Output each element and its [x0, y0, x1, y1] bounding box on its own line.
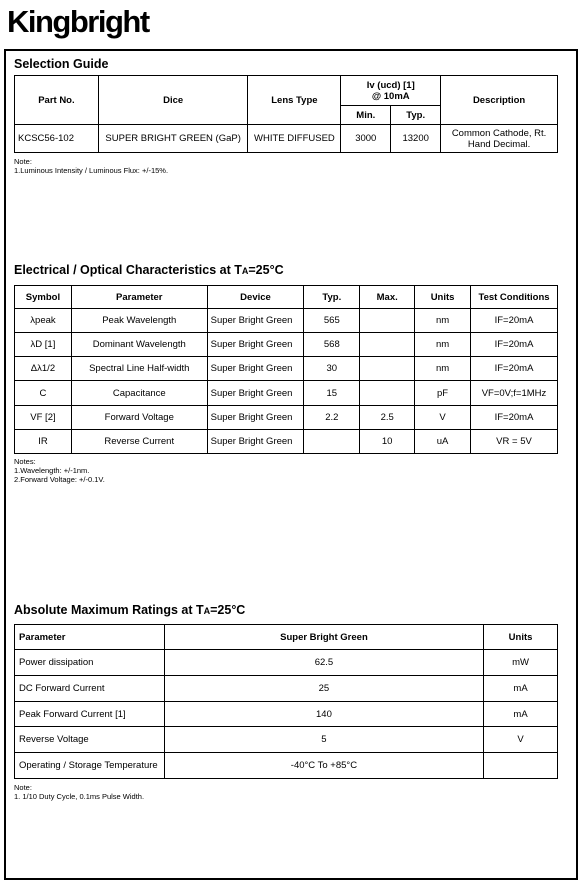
table-row: [15, 381, 558, 406]
header-parameter: Parameter: [71, 286, 207, 309]
header-super-bright-green: Super Bright Green: [164, 625, 483, 650]
cell-parameter: Power dissipation: [15, 650, 165, 676]
table-row: [15, 753, 558, 779]
note-line: 1.Luminous Intensity / Luminous Flux: +/-15%.: [14, 166, 169, 175]
header-parameter: Parameter: [15, 625, 165, 650]
selection-notes: [14, 157, 168, 175]
absolute-max-title-subscript: A: [203, 606, 211, 616]
cell-device: Super Bright Green: [207, 430, 304, 454]
cell-typ: 15: [304, 381, 360, 406]
table-row: [15, 333, 558, 357]
absolute-max-title-text: Absolute Maximum Ratings at T: [14, 603, 204, 617]
cell-symbol: C: [15, 381, 72, 406]
cell-parameter: Reverse Voltage: [15, 727, 165, 753]
cell-units: mA: [484, 676, 558, 702]
note-line: 1. 1/10 Duty Cycle, 0.1ms Pulse Width.: [14, 792, 145, 801]
cell-description-line1: Common Cathode, Rt.: [451, 127, 547, 139]
table-row: [15, 702, 558, 727]
table-row: [15, 406, 558, 430]
cell-value: 5: [164, 727, 483, 753]
header-dice: Dice: [98, 76, 248, 125]
table-row: [15, 357, 558, 381]
cell-max: 10: [360, 430, 415, 454]
cell-parameter: Peak Wavelength: [71, 309, 207, 333]
cell-device: Super Bright Green: [207, 333, 304, 357]
cell-device: Super Bright Green: [207, 357, 304, 381]
cell-units: mW: [484, 650, 558, 676]
cell-units: nm: [415, 309, 471, 333]
cell-max: [360, 357, 415, 381]
cell-max: [360, 309, 415, 333]
cell-part-no: KCSC56-102: [15, 125, 99, 153]
electrical-table: [14, 285, 558, 454]
cell-device: Super Bright Green: [207, 406, 304, 430]
header-iv-line2: @ 10mA: [371, 90, 410, 102]
header-description: Description: [441, 76, 558, 125]
cell-units: V: [484, 727, 558, 753]
header-part-no: Part No.: [15, 76, 99, 125]
cell-parameter: DC Forward Current: [15, 676, 165, 702]
note-line: Note:: [14, 157, 32, 166]
cell-symbol: Δλ1/2: [15, 357, 72, 381]
cell-symbol: λD [1]: [15, 333, 72, 357]
note-line: Notes:: [14, 457, 36, 466]
cell-test-conditions: IF=20mA: [471, 406, 558, 430]
cell-description: [441, 125, 558, 153]
cell-parameter: Peak Forward Current [1]: [15, 702, 165, 727]
cell-max: 2.5: [360, 406, 415, 430]
cell-typ: 30: [304, 357, 360, 381]
electrical-title-subscript: A: [241, 266, 249, 276]
cell-parameter: Dominant Wavelength: [71, 333, 207, 357]
cell-parameter: Forward Voltage: [71, 406, 207, 430]
cell-iv-min: 3000: [341, 125, 391, 153]
cell-test-conditions: IF=20mA: [471, 309, 558, 333]
cell-parameter: Reverse Current: [71, 430, 207, 454]
cell-test-conditions: IF=20mA: [471, 333, 558, 357]
selection-guide-table: [14, 75, 558, 153]
cell-test-conditions: VF=0V;f=1MHz: [471, 381, 558, 406]
table-row: [15, 650, 558, 676]
header-iv-line1: Iv (ucd) [1]: [366, 79, 415, 91]
absolute-max-table: [14, 624, 558, 779]
cell-units: pF: [415, 381, 471, 406]
cell-units: nm: [415, 357, 471, 381]
electrical-notes: [14, 457, 105, 484]
cell-value: 25: [164, 676, 483, 702]
header-device: Device: [207, 286, 304, 309]
cell-value: -40°C To +85°C: [164, 753, 483, 779]
header-min: Min.: [341, 106, 391, 125]
cell-dice: SUPER BRIGHT GREEN (GaP): [98, 125, 248, 153]
cell-units: [484, 753, 558, 779]
cell-max: [360, 333, 415, 357]
cell-lens-type: WHITE DIFFUSED: [248, 125, 341, 153]
header-iv: [341, 76, 441, 106]
cell-test-conditions: VR = 5V: [471, 430, 558, 454]
cell-parameter: Capacitance: [71, 381, 207, 406]
cell-parameter: Operating / Storage Temperature: [15, 753, 165, 779]
header-max: Max.: [360, 286, 415, 309]
cell-units: uA: [415, 430, 471, 454]
absolute-max-notes: [14, 783, 144, 801]
cell-units: nm: [415, 333, 471, 357]
cell-typ: 565: [304, 309, 360, 333]
cell-max: [360, 381, 415, 406]
note-line: 1.Wavelength: +/-1nm.: [14, 466, 90, 475]
cell-typ: 568: [304, 333, 360, 357]
header-typ: Typ.: [304, 286, 360, 309]
cell-iv-typ: 13200: [391, 125, 441, 153]
header-units: Units: [415, 286, 471, 309]
table-row: [15, 309, 558, 333]
cell-parameter: Spectral Line Half-width: [71, 357, 207, 381]
cell-typ: 2.2: [304, 406, 360, 430]
table-row: [15, 676, 558, 702]
cell-symbol: VF [2]: [15, 406, 72, 430]
header-typ: Typ.: [391, 106, 441, 125]
absolute-max-title-end: =25°C: [210, 603, 246, 617]
cell-symbol: IR: [15, 430, 72, 454]
cell-units: mA: [484, 702, 558, 727]
header-symbol: Symbol: [15, 286, 72, 309]
table-row: [15, 727, 558, 753]
electrical-title: [14, 263, 284, 277]
cell-symbol: λpeak: [15, 309, 72, 333]
note-line: Note:: [14, 783, 32, 792]
electrical-title-text: Electrical / Optical Characteristics at T: [14, 263, 242, 277]
cell-units: V: [415, 406, 471, 430]
cell-typ: [304, 430, 360, 454]
cell-value: 140: [164, 702, 483, 727]
cell-test-conditions: IF=20mA: [471, 357, 558, 381]
electrical-title-end: =25°C: [248, 263, 284, 277]
brand-logo: Kingbright: [7, 4, 149, 39]
cell-value: 62.5: [164, 650, 483, 676]
table-row: [15, 430, 558, 454]
note-line: 2.Forward Voltage: +/-0.1V.: [14, 475, 105, 484]
selection-guide-title: Selection Guide: [14, 57, 109, 71]
cell-device: Super Bright Green: [207, 381, 304, 406]
header-test-conditions: Test Conditions: [471, 286, 558, 309]
header-lens-type: Lens Type: [248, 76, 341, 125]
cell-description-line2: Hand Decimal.: [467, 138, 531, 150]
header-units: Units: [484, 625, 558, 650]
cell-device: Super Bright Green: [207, 309, 304, 333]
absolute-max-title: [14, 603, 245, 617]
table-row: [15, 125, 558, 153]
